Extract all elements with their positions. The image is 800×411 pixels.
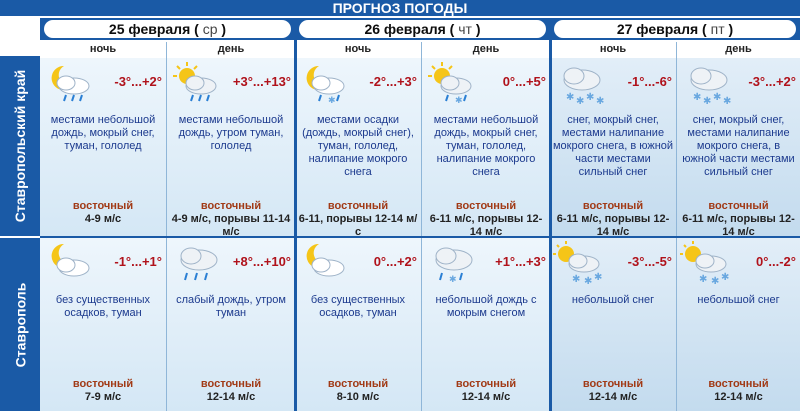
forecast-cell — [40, 58, 166, 236]
day-header-2 — [295, 18, 550, 40]
wind-speed: 4-9 м/с — [84, 213, 122, 225]
weather-description: небольшой снег — [571, 294, 655, 306]
temperature-range: -3°...-5° — [627, 254, 672, 269]
wind-speed: 6-11 м/с, порывы 12-14 м/с — [556, 213, 670, 236]
temperature-range: 0°...+2° — [373, 254, 417, 269]
svg-text:✱: ✱ — [693, 92, 702, 103]
moon-cloud-sleet-icon — [297, 60, 353, 106]
sun-cloud-rain-icon — [169, 60, 225, 106]
day-divider — [294, 18, 297, 411]
svg-text:✱: ✱ — [723, 96, 732, 106]
day-date: 27 февраля — [616, 21, 699, 37]
wind-info — [679, 378, 798, 404]
temperature-range: -3°...+2° — [748, 74, 796, 89]
wind-info — [169, 378, 293, 404]
night-label: ночь — [550, 42, 676, 56]
weather-description: снег, мокрый снег, местами налипание мокрого снега, в южной части местами сильный снег — [682, 114, 795, 178]
region-label-krai — [0, 56, 40, 236]
column-divider — [421, 42, 422, 411]
wind-speed: 6-11 м/с, порывы 12-14 м/с — [429, 213, 543, 236]
column-divider — [166, 42, 167, 411]
night-label: ночь — [295, 42, 421, 56]
svg-text:✱: ✱ — [699, 274, 708, 285]
wind-info — [679, 200, 798, 236]
page-title: ПРОГНОЗ ПОГОДЫ — [332, 0, 468, 16]
sun-cloud-snow-icon — [552, 240, 608, 286]
day-date-pill: 25 февраля ( ср ) — [44, 20, 291, 38]
forecast-cell — [677, 238, 800, 411]
forecast-cell — [422, 58, 550, 236]
temperature-range: 0°...+5° — [502, 74, 546, 89]
temperature-range: -1°...-6° — [627, 74, 672, 89]
sun-cloud-snow-icon — [679, 240, 735, 286]
svg-text:✱: ✱ — [576, 96, 585, 106]
moon-cloud-icon — [42, 240, 98, 286]
forecast-cell — [550, 238, 676, 411]
wind-info — [42, 378, 164, 404]
forecast-cell — [677, 58, 800, 236]
wind-direction: восточный — [582, 200, 644, 212]
wind-speed: 12-14 м/с — [588, 391, 638, 403]
night-label: ночь — [40, 42, 166, 56]
wind-info — [42, 200, 164, 226]
cloud-sleet-icon — [424, 240, 480, 286]
wind-speed: 6-11, порывы 12-14 м/с — [298, 213, 418, 236]
wind-speed: 12-14 м/с — [714, 391, 763, 403]
forecast-cell — [295, 58, 421, 236]
svg-text:✱: ✱ — [711, 276, 720, 286]
temperature-range: -2°...+3° — [369, 74, 417, 89]
weather-description: местами осадки (дождь, мокрый снег), туман, гололед, налипание мокрого снега — [302, 114, 414, 178]
temperature-range: 0°...-2° — [755, 254, 796, 269]
wind-direction: восточный — [455, 378, 517, 390]
region-label-city — [0, 238, 40, 411]
svg-text:✱: ✱ — [594, 272, 603, 283]
cloud-snow-icon — [552, 60, 608, 106]
day-weekday: чт — [458, 21, 472, 37]
day-date-pill: 26 февраля ( чт ) — [299, 20, 546, 38]
day-label: день — [167, 42, 295, 56]
wind-direction: восточный — [582, 378, 644, 390]
forecast-cell — [167, 58, 295, 236]
forecast-cell — [550, 58, 676, 236]
moon-cloud-icon — [297, 240, 353, 286]
wind-direction: восточный — [455, 200, 517, 212]
wind-direction: восточный — [327, 200, 389, 212]
svg-text:✱: ✱ — [455, 96, 463, 106]
day-weekday: ср — [202, 21, 218, 37]
day-header-1 — [40, 18, 295, 40]
wind-speed: 4-9 м/с, порывы 11-14 м/с — [171, 213, 291, 236]
wind-speed: 8-10 м/с — [336, 391, 380, 403]
svg-text:✱: ✱ — [596, 96, 605, 106]
svg-text:✱: ✱ — [713, 92, 722, 103]
weather-description: местами небольшой дождь, мокрый снег, туман, гололед — [50, 114, 156, 152]
svg-text:✱: ✱ — [703, 96, 712, 106]
day-date: 26 февраля — [364, 21, 446, 37]
weather-description: без существенных осадков, туман — [55, 294, 151, 319]
wind-direction: восточный — [200, 378, 262, 390]
wind-info — [552, 200, 674, 236]
moon-cloud-rain-icon — [42, 60, 98, 106]
weather-description: без существенных осадков, туман — [310, 294, 406, 319]
temperature-range: +3°...+13° — [232, 74, 291, 89]
region-name: Ставропольский край — [12, 69, 28, 223]
forecast-cell — [40, 238, 166, 411]
day-weekday: пт — [710, 21, 725, 37]
svg-text:✱: ✱ — [586, 92, 595, 103]
wind-direction: восточный — [708, 200, 769, 212]
svg-text:✱: ✱ — [449, 275, 457, 285]
svg-text:✱: ✱ — [566, 92, 575, 103]
wind-direction: восточный — [708, 378, 769, 390]
cloud-snow-icon — [679, 60, 735, 106]
day-date-pill: 27 февраля ( пт ) — [554, 20, 796, 38]
temperature-range: -1°...+1° — [114, 254, 162, 269]
cloud-rain-icon — [169, 240, 225, 286]
wind-info — [424, 378, 548, 404]
wind-speed: 12-14 м/с — [461, 391, 511, 403]
wind-info — [424, 200, 548, 236]
weather-description: небольшой снег — [697, 294, 780, 306]
day-header-3 — [550, 18, 800, 40]
wind-info — [169, 200, 293, 236]
region-name: Ставрополь — [12, 282, 28, 367]
day-date: 25 февраля — [108, 21, 191, 37]
wind-info — [297, 200, 419, 236]
wind-direction: восточный — [327, 378, 389, 390]
wind-direction: восточный — [72, 378, 134, 390]
wind-speed: 12-14 м/с — [206, 391, 256, 403]
forecast-cell — [295, 238, 421, 411]
svg-text:✱: ✱ — [572, 274, 581, 285]
svg-text:✱: ✱ — [328, 96, 336, 106]
forecast-cell — [167, 238, 295, 411]
wind-direction: восточный — [200, 200, 262, 212]
wind-direction: восточный — [72, 200, 134, 212]
weather-description: местами небольшой дождь, утром туман, гололед — [178, 114, 284, 152]
wind-info — [297, 378, 419, 404]
weather-description: слабый дождь, утром туман — [176, 294, 286, 319]
weather-description: снег, мокрый снег, местами налипание мокрого снега, в южной части местами сильный снег — [552, 114, 674, 178]
wind-speed: 7-9 м/с — [84, 391, 122, 403]
temperature-range: -3°...+2° — [114, 74, 162, 89]
wind-info — [552, 378, 674, 404]
day-label: день — [422, 42, 550, 56]
forecast-cell — [422, 238, 550, 411]
svg-text:✱: ✱ — [721, 272, 730, 283]
sun-cloud-sleet-icon — [424, 60, 480, 106]
wind-speed: 6-11 м/с, порывы 12-14 м/с — [682, 213, 795, 236]
temperature-range: +1°...+3° — [495, 254, 546, 269]
day-label: день — [677, 42, 800, 56]
weather-description: небольшой дождь с мокрым снегом — [435, 294, 537, 319]
column-divider — [676, 42, 677, 411]
weather-description: местами небольшой дождь, мокрый снег, туман, гололед, налипание мокрого снега — [433, 114, 539, 178]
row-divider — [40, 236, 800, 238]
day-divider — [549, 18, 552, 411]
svg-text:✱: ✱ — [584, 276, 593, 286]
temperature-range: +8°...+10° — [232, 254, 291, 269]
